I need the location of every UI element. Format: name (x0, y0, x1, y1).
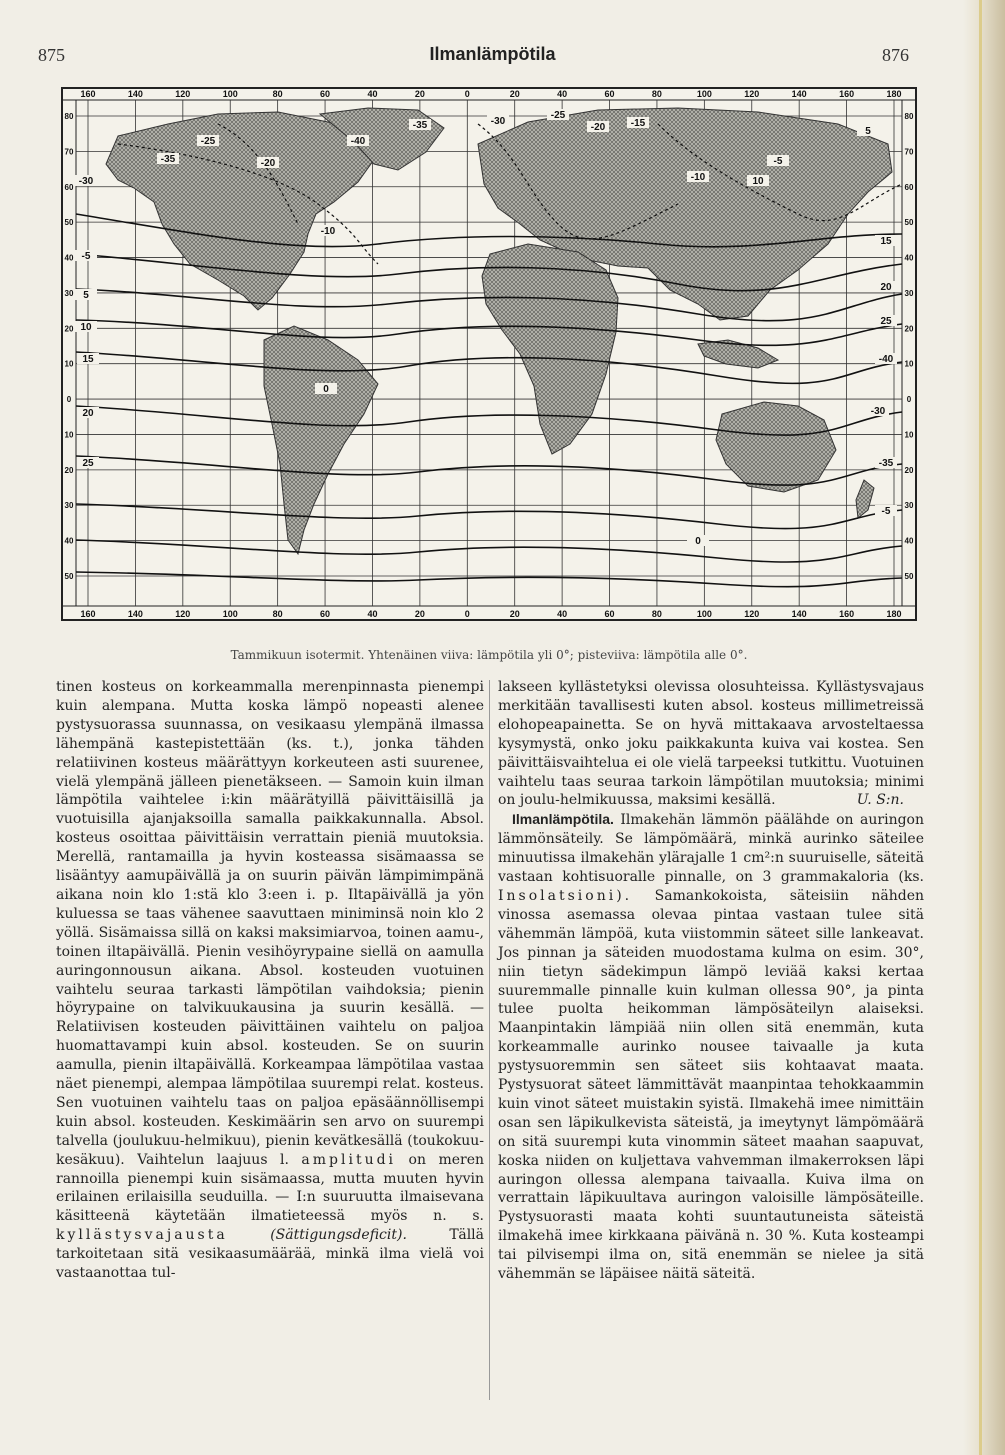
page-number-left: 875 (38, 45, 65, 65)
longitude-label-bottom: 120 (175, 609, 191, 619)
isotherm-value-label: 25 (82, 458, 94, 469)
latitude-label-right: 40 (904, 536, 914, 546)
isotherm-value-label: -30 (870, 406, 886, 417)
term-insolatsioni: Insolatsioni). (498, 887, 633, 904)
longitude-label-bottom: 140 (127, 609, 143, 619)
isotherm-value-label: -40 (350, 136, 366, 147)
longitude-label-top: 40 (367, 89, 378, 99)
isotherm-value-label: 10 (752, 176, 764, 187)
latitude-label-left: 20 (64, 465, 74, 475)
isotherm-value-label: -5 (773, 156, 783, 167)
term-german: (Sättigungsdeficit). (270, 1227, 407, 1244)
latitude-label-left: 40 (64, 536, 74, 546)
isotherm-value-label: -25 (550, 110, 566, 121)
latitude-label-right: 0 (906, 395, 912, 405)
isotherm-value-label: 0 (695, 536, 701, 547)
isotherm-value-label: -40 (878, 354, 894, 365)
latitude-label-right: 10 (904, 430, 914, 440)
longitude-label-bottom: 20 (509, 609, 520, 619)
isotherm-value-label: -10 (690, 172, 706, 183)
longitude-label-bottom: 60 (604, 609, 615, 619)
latitude-label-right: 80 (904, 112, 914, 121)
latitude-label-left: 0 (66, 395, 72, 405)
latitude-label-right: 50 (904, 218, 914, 228)
longitude-label-top: 140 (791, 89, 807, 99)
article-paragraph-cont: Samankokoista, säteisiin nähden vinossa asemassa olevaa pintaa vastaan tulee sitä vähemmän lämpöä, kuta viistommin säteet sille lankeavat. Jos pinnan ja säteiden muodostama kulma on esim. 30°, niin tietyn sädekimpun lämpö leviää kaksi kertaa suuremmalle pinnalle kuin kulman ollessa 90°, ja pinta tulee puolta heikomman lämpösäteilyn alaiseksi. Maanpintakin lämpiää niin ollen sitä enemmän, kuta korkeammalle aurinko nousee taivaalle ja kuta pystysuoremmin sen säteet siis kohtaavat maata. Pystysuorat säteet lämmittävät maanpintaa tehokkaammin kuin vinot säteet muistakin syistä. Ilmakehä imee nimittäin osan sen läpikulkevista säteistä, ja imeytynyt lämpömäärä on sitä suurempi kuta vinommin säteet maahan saapuvat, koska niiden on kuljettava vahvemman ilmakerroksen läpi auringon ollessa alempana taivaalla. Kuiva ilma on verrattain läpikuultava auringon valoisille lämpösäteille. Pystysuorasti maata kohti suuntautuneista säteistä ilmakehä imee kirkkaana päivänä n. 30 %. Kuta kosteampi tai pilvisempi ilma on, sitä enemmän se nielee ja sitä vähemmän se läpäisee näitä säteitä. (498, 887, 924, 1283)
left-column (56, 678, 484, 1283)
longitude-label-top: 80 (651, 89, 662, 99)
latitude-label-left: 60 (64, 182, 74, 192)
isotherm-value-label: -25 (200, 136, 216, 147)
latitude-label-left: 10 (64, 359, 74, 369)
latitude-label-left: 30 (64, 288, 74, 298)
longitude-label-bottom: 60 (320, 609, 331, 619)
latitude-label-right: 50 (904, 572, 914, 581)
isotherm-value-label: -5 (881, 506, 891, 517)
longitude-label-top: 60 (604, 89, 615, 99)
isotherm-value-label: 15 (82, 354, 94, 365)
latitude-label-left: 50 (64, 218, 74, 228)
term-amplitudi: amplitudi (301, 1151, 397, 1168)
column-divider (489, 680, 490, 1400)
isotherm-map (58, 84, 920, 624)
isotherm-value-label: -20 (590, 122, 606, 133)
latitude-label-right: 10 (904, 359, 914, 369)
left-paragraph-end: Tällä tarkoitetaan sitä vesikaasumäärää, minkä ilma vielä voi vastaanottaa tul- (56, 1227, 484, 1282)
map-caption: Tammikuun isotermit. Yhtenäinen viiva: lämpötila yli 0°; pisteviiva: lämpötila alle 0°. (230, 648, 748, 662)
latitude-label-left: 80 (64, 112, 74, 121)
longitude-label-bottom: 160 (80, 609, 96, 619)
isotherm-value-label: -30 (490, 116, 506, 127)
longitude-label-bottom: 100 (696, 609, 712, 619)
longitude-label-top: 20 (509, 89, 520, 99)
isotherm-value-label: 15 (880, 236, 892, 247)
isotherm-value-label: -35 (878, 458, 894, 469)
longitude-label-top: 120 (175, 89, 191, 99)
longitude-label-top: 40 (557, 89, 568, 99)
isotherm-value-label: -35 (412, 120, 428, 131)
longitude-label-bottom: 160 (839, 609, 855, 619)
isotherm-value-label: -5 (81, 251, 91, 262)
longitude-label-bottom: 0 (464, 609, 470, 619)
page-title: Ilmanlämpötila (429, 44, 556, 64)
longitude-label-top: 60 (320, 89, 331, 99)
longitude-label-top: 100 (222, 89, 238, 99)
latitude-label-right: 30 (904, 501, 914, 511)
left-paragraph: tinen kosteus on korkeammalla merenpinnasta pienempi kuin alempana. Mutta koska lämpö nopeasti alenee pystysuorassa suunnassa, on vesikaasu ylempänä ilmassa lähempänä kastepistettään (ks. t.), jonka tähden relatiivinen kosteus määrättyyn korkeuteen asti suurenee, vielä ylempänä jälleen pienetäkseen. — Samoin kuin ilman lämpötila vaihtelee i:kin määrätyillä päivittäisillä ja vuotuisilla ajanjaksoilla samalla paikkakunnalla. Absol. kosteus osoittaa päivittäisin verrattain pieniä muutoksia. Merellä, rantamailla ja hyvin kosteassa sisämaassa se lisääntyy aamupäivällä ja on suurin päivän lämpimimpänä aikana noin klo 1:stä klo 3:een i. p. Iltapäivällä ja yön kuluessa se taas vähenee saavuttaen miniminsä noin klo 2 yöllä. Sisämaissa sillä on kaksi maksimiarvoa, toinen aamu-, toinen iltapäivällä. Pienin vesihöyrypaine siellä on aamulla auringonnousun aikana. Absol. kosteuden vuotuinen vaihtelu seuraa tarkasti lämpötilan vaihdoksia; pienin höyrypaine on talvikuukausina ja suurin kesällä. — Relatiivisen kosteuden päivittäinen vaihtelu on paljoa huomattavampi kuin absol. kosteuden. Se on suurin aamulla, pienin iltapäivällä. Korkeampaa lämpötilaa vastaa näet pienempi, alempaa lämpötilaa suurempi relat. kosteus. Sen vuotuinen vaihtelu taas on paljoa epäsäännöllisempi kuin absol. kosteuden. Keskimäärin sen arvo on suurempi talvella (joulukuu-helmikuu), pienin kevätkesällä (toukokuu-kesäkuu). Vaihtelun laajuus l. (56, 679, 484, 1168)
latitude-label-left: 20 (64, 324, 74, 334)
isotherm-value-label: -35 (160, 154, 176, 165)
longitude-label-top: 160 (80, 89, 96, 99)
isotherm-value-label: -10 (320, 226, 336, 237)
term-kyllastysvajaus: kyllästysvajausta (56, 1227, 228, 1244)
isotherm-value-label: 5 (83, 290, 89, 301)
longitude-label-bottom: 120 (744, 609, 760, 619)
isotherm-value-label: 5 (865, 126, 871, 137)
isotherm-value-label: -20 (260, 158, 276, 169)
longitude-label-top: 180 (886, 89, 902, 99)
longitude-label-bottom: 40 (557, 609, 568, 619)
right-paragraph: lakseen kyllästetyksi olevissa olosuhteissa. Kyllästysvajaus merkitään tavallisesti kuten absol. kosteus millimetreissä elohopeapainetta. Se on hyvä mittakaava arvosteltaessa kysymystä, onko joku paikkakunta kuiva vai kostea. Sen päivittäisvaihtelua ei ole vielä tarpeeksi tutkittu. Vuotuinen vaihtelu taas seuraa tarkoin lämpötilan muutoksia; minimi on joulu-helmikuussa, maksimi kesällä. (498, 679, 924, 809)
page-number-right: 876 (882, 45, 909, 65)
isotherm-value-label: -30 (78, 176, 94, 187)
isotherm-value-label: 25 (880, 316, 892, 327)
longitude-label-bottom: 40 (367, 609, 378, 619)
article-heading: Ilmanlämpötila. (512, 811, 614, 828)
latitude-label-left: 40 (64, 253, 74, 263)
longitude-label-bottom: 20 (414, 609, 425, 619)
right-column (498, 678, 924, 1284)
longitude-label-top: 160 (839, 89, 855, 99)
isotherm-value-label: 20 (880, 282, 892, 293)
latitude-label-left: 50 (64, 572, 74, 581)
longitude-label-top: 140 (127, 89, 143, 99)
latitude-label-right: 30 (904, 288, 914, 298)
isotherm-value-label: 10 (80, 322, 92, 333)
article-paragraph: Ilmakehän lämmön päälähde on auringon lämmönsäteily. Se lämpömäärä, minkä aurinko säteilee minuutissa ilmakehän ylärajalle 1 cm²:n suuruiselle, säteitä vastaan kohtisuoralle pinnalle, on 3 grammakaloria (ks. (498, 812, 924, 886)
page-edge (963, 0, 1005, 1455)
left-paragraph-cont: on meren rannoilla pienempi kuin sisämaassa, mutta muuten hyvin erilainen erilaisilla seuduilla. — I:n suuruutta ilmaisevana käsitteenä käytetään ilmatieteessä myös n. s. (56, 1151, 484, 1225)
latitude-label-right: 70 (904, 147, 914, 157)
longitude-label-top: 120 (744, 89, 760, 99)
longitude-label-bottom: 100 (222, 609, 238, 619)
latitude-label-right: 40 (904, 253, 914, 263)
longitude-label-top: 100 (696, 89, 712, 99)
latitude-label-right: 20 (904, 465, 914, 475)
isotherm-value-label: -15 (630, 118, 646, 129)
latitude-label-left: 30 (64, 501, 74, 511)
longitude-label-top: 80 (272, 89, 283, 99)
longitude-label-top: 20 (414, 89, 425, 99)
latitude-label-right: 60 (904, 182, 914, 192)
longitude-label-bottom: 80 (272, 609, 283, 619)
isotherm-value-label: 20 (82, 408, 94, 419)
longitude-label-bottom: 80 (651, 609, 662, 619)
latitude-label-right: 20 (904, 324, 914, 334)
isotherm-value-label: 0 (323, 384, 329, 395)
latitude-label-left: 70 (64, 147, 74, 157)
longitude-label-bottom: 140 (791, 609, 807, 619)
longitude-label-bottom: 180 (886, 609, 902, 619)
author-signature: U. S:n. (856, 792, 904, 809)
longitude-label-top: 0 (464, 89, 470, 99)
latitude-label-left: 10 (64, 430, 74, 440)
